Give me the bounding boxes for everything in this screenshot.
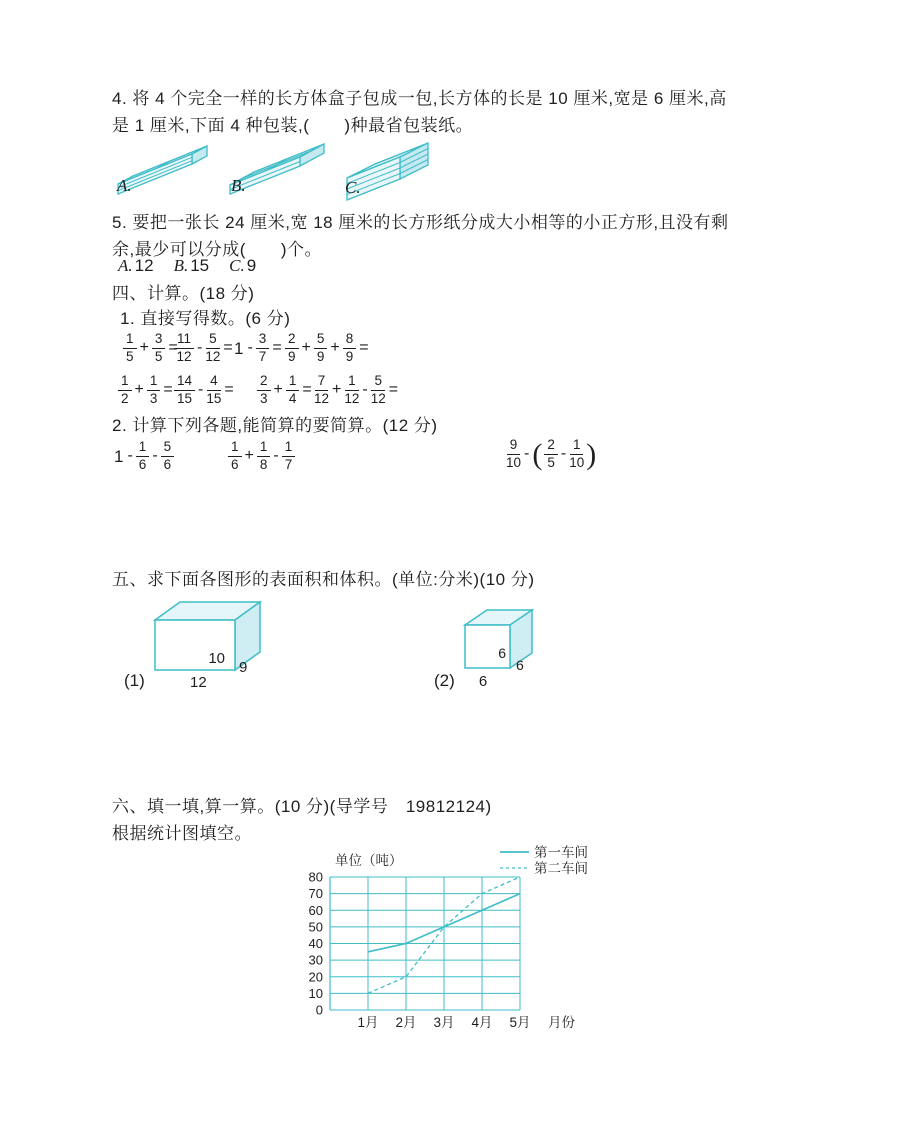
- q5-option-c-value: 9: [246, 256, 257, 275]
- operator: -: [127, 447, 133, 465]
- parenthesis: ): [586, 437, 597, 471]
- q5-option-b-value: 15: [190, 256, 210, 275]
- operator: +: [332, 381, 342, 399]
- fraction: [506, 438, 521, 471]
- text-fragment: 11: [174, 332, 194, 349]
- operator: -: [152, 447, 158, 465]
- fraction: [161, 440, 175, 473]
- q5-option-a-letter: A.: [118, 256, 133, 275]
- text-fragment: 14: [174, 374, 195, 391]
- y-tick-label: 50: [308, 919, 323, 935]
- cuboid-1-height-label: 10: [208, 650, 225, 667]
- fraction: [118, 374, 132, 407]
- text-fragment: 8: [259, 456, 268, 472]
- option-a-label: A.: [117, 176, 132, 195]
- text-fragment: 5: [154, 348, 163, 364]
- cube-figure-2: [430, 602, 550, 694]
- operator: -: [362, 381, 368, 399]
- fraction: [174, 374, 195, 407]
- operator: =: [168, 339, 178, 357]
- text-fragment: 5: [371, 374, 385, 391]
- calc-expression-r2-3: [256, 374, 314, 407]
- fraction: [314, 374, 329, 407]
- text-fragment: 6: [231, 456, 239, 472]
- calc-expression-r2-2: [173, 374, 236, 407]
- cuboid-1-bottom-label: 12: [190, 674, 207, 691]
- cuboid-1-depth-label: 9: [239, 659, 248, 676]
- text-fragment: 3: [149, 390, 158, 406]
- x-axis-label: 月份: [548, 1015, 575, 1030]
- cube-2-depth-label: 6: [516, 657, 524, 673]
- text-fragment: 8: [343, 332, 357, 349]
- text-fragment: 7: [258, 348, 267, 364]
- operator: =: [223, 339, 233, 357]
- text-fragment: 7: [315, 374, 329, 391]
- fraction: [174, 332, 194, 365]
- section-6-subtitle: 根据统计图填空。: [112, 824, 252, 843]
- fraction: [257, 374, 271, 407]
- q5-option-c-letter: C.: [229, 256, 245, 275]
- operator: -: [198, 381, 204, 399]
- chart-title: 单位（吨）: [335, 853, 403, 868]
- operator: =: [272, 339, 282, 357]
- fraction: [205, 332, 220, 365]
- legend-label: 第一车间: [534, 845, 588, 860]
- x-tick-label: 2月: [395, 1015, 417, 1030]
- text-fragment: 3: [152, 332, 166, 349]
- text-fragment: 4: [288, 390, 297, 406]
- fraction: [206, 374, 221, 407]
- operator: +: [134, 381, 144, 399]
- y-tick-label: 80: [308, 869, 323, 885]
- whole-number: 1: [234, 338, 244, 358]
- text-fragment: 5: [126, 348, 134, 364]
- text-fragment: 9: [316, 348, 325, 364]
- text-fragment: 3: [256, 332, 270, 349]
- text-fragment: 1: [286, 374, 300, 391]
- section-5-title: 五、求下面各图形的表面积和体积。(单位:分米)(10 分): [112, 570, 535, 589]
- fraction: [136, 440, 150, 473]
- y-tick-label: 70: [308, 886, 323, 902]
- operator: =: [388, 381, 399, 399]
- fraction: [286, 374, 300, 407]
- y-tick-label: 60: [308, 902, 323, 918]
- y-tick-label: 10: [308, 985, 323, 1001]
- text-fragment: 1: [147, 374, 161, 391]
- text-fragment: 6: [138, 456, 147, 472]
- text-fragment: 1: [570, 438, 584, 455]
- text-fragment: 2: [544, 438, 558, 455]
- figure-2-label: (2): [434, 671, 455, 690]
- text-fragment: 1: [118, 374, 132, 391]
- text-fragment: 1: [136, 440, 150, 457]
- x-tick-label: 4月: [471, 1015, 493, 1030]
- text-fragment: 5: [314, 332, 328, 349]
- y-tick-label: 40: [308, 936, 323, 951]
- calc-expression-r1-1: [122, 332, 180, 365]
- operator: -: [560, 445, 567, 463]
- section-4-title: 四、计算。(18 分): [112, 284, 255, 303]
- x-tick-label: 1月: [357, 1015, 379, 1030]
- question-5-line-1: 5. 要把一张长 24 厘米,宽 18 厘米的长方形纸分成大小相等的小正方形,且没有剩: [112, 213, 729, 232]
- x-tick-label: 5月: [509, 1015, 531, 1030]
- text-fragment: 2: [257, 374, 271, 391]
- section-4-item-2-title: 2. 计算下列各题,能简算的要简算。(12 分): [112, 416, 438, 435]
- y-tick-label: 30: [308, 952, 323, 968]
- text-fragment: 1: [228, 440, 242, 457]
- question-5-options: [118, 256, 276, 276]
- operator: +: [301, 339, 311, 357]
- question-4-line-1: 4. 将 4 个完全一样的长方体盒子包成一包,长方体的长是 10 厘米,宽是 6 厘米,高: [112, 89, 727, 108]
- operator: +: [244, 447, 254, 465]
- text-fragment: 10: [506, 454, 522, 470]
- operator: +: [273, 381, 283, 399]
- section-4-item-1-title: 1. 直接写得数。(6 分): [120, 309, 291, 328]
- operator: =: [302, 381, 312, 399]
- fraction: [371, 374, 386, 407]
- text-fragment: 1: [123, 332, 137, 349]
- text-fragment: 7: [284, 456, 293, 472]
- text-fragment: 6: [163, 456, 172, 472]
- line-chart: [295, 838, 720, 1040]
- text-fragment: 4: [207, 374, 221, 391]
- q5-option-b-letter: B.: [173, 256, 189, 275]
- operator: +: [139, 339, 149, 357]
- option-c-label: C.: [345, 178, 361, 197]
- operator: -: [247, 339, 253, 357]
- simplify-problem-2: [227, 440, 296, 473]
- text-fragment: 9: [345, 348, 354, 364]
- cube-2-bottom-label: 6: [478, 673, 488, 690]
- operator: =: [163, 381, 173, 399]
- fraction: [344, 374, 359, 407]
- cuboid-figure-1: [118, 596, 278, 694]
- calc-expression-r1-3: [232, 332, 284, 365]
- text-fragment: 12: [314, 390, 330, 406]
- text-fragment: 5: [161, 440, 175, 457]
- text-fragment: 2: [121, 390, 129, 406]
- fraction: [544, 438, 558, 471]
- cube-2-height-label: 6: [498, 645, 506, 661]
- text-fragment: 1: [257, 440, 271, 457]
- fraction: [314, 332, 328, 365]
- question-4-line-2: 是 1 厘米,下面 4 种包装,( )种最省包装纸。: [112, 116, 474, 135]
- text-fragment: 15: [177, 390, 193, 406]
- fraction: [257, 440, 271, 473]
- calc-expression-r2-4: [313, 374, 400, 407]
- calc-expression-r1-4: [284, 332, 371, 365]
- text-fragment: 3: [260, 390, 268, 406]
- text-fragment: 12: [344, 390, 360, 406]
- fraction: [569, 438, 584, 471]
- calc-expression-r2-1: [117, 374, 175, 407]
- simplify-problem-1: [112, 440, 175, 473]
- operator: -: [273, 447, 279, 465]
- operator: =: [224, 381, 234, 399]
- fraction: [343, 332, 357, 365]
- text-fragment: 9: [288, 348, 296, 364]
- text-fragment: 5: [206, 332, 220, 349]
- parenthesis: (: [532, 437, 543, 471]
- text-fragment: 12: [176, 348, 192, 364]
- fraction: [152, 332, 166, 365]
- text-fragment: 1: [282, 440, 296, 457]
- text-fragment: 15: [206, 390, 222, 406]
- simplify-problem-3: [505, 438, 597, 471]
- whole-number: 1: [114, 446, 124, 466]
- fraction: [282, 440, 296, 473]
- text-fragment: 9: [507, 438, 521, 455]
- y-tick-label: 20: [308, 969, 323, 985]
- text-fragment: 10: [569, 454, 585, 470]
- fraction: [285, 332, 299, 365]
- fraction: [256, 332, 270, 365]
- text-fragment: 5: [547, 454, 555, 470]
- option-b-label: B.: [231, 176, 246, 195]
- question-5-line-2: 余,最少可以分成( )个。: [112, 240, 323, 259]
- section-6-title: 六、填一填,算一算。(10 分)(导学号 19812124): [112, 797, 492, 816]
- text-fragment: 12: [205, 348, 221, 364]
- text-fragment: 2: [285, 332, 299, 349]
- figure-shape: [300, 144, 324, 166]
- figure-1-label: (1): [124, 671, 145, 690]
- legend-label: 第二车间: [534, 861, 588, 876]
- calc-expression-r1-2: [173, 332, 235, 365]
- x-tick-label: 3月: [433, 1015, 455, 1030]
- q5-option-a-value: 12: [134, 256, 154, 275]
- fraction: [228, 440, 242, 473]
- operator: +: [330, 339, 340, 357]
- text-fragment: 1: [345, 374, 359, 391]
- operator: -: [524, 445, 530, 463]
- fraction: [147, 374, 161, 407]
- fraction: [123, 332, 137, 365]
- y-tick-label: 0: [315, 1002, 323, 1018]
- text-fragment: 12: [370, 390, 386, 406]
- operator: -: [197, 339, 203, 357]
- operator: =: [359, 339, 369, 357]
